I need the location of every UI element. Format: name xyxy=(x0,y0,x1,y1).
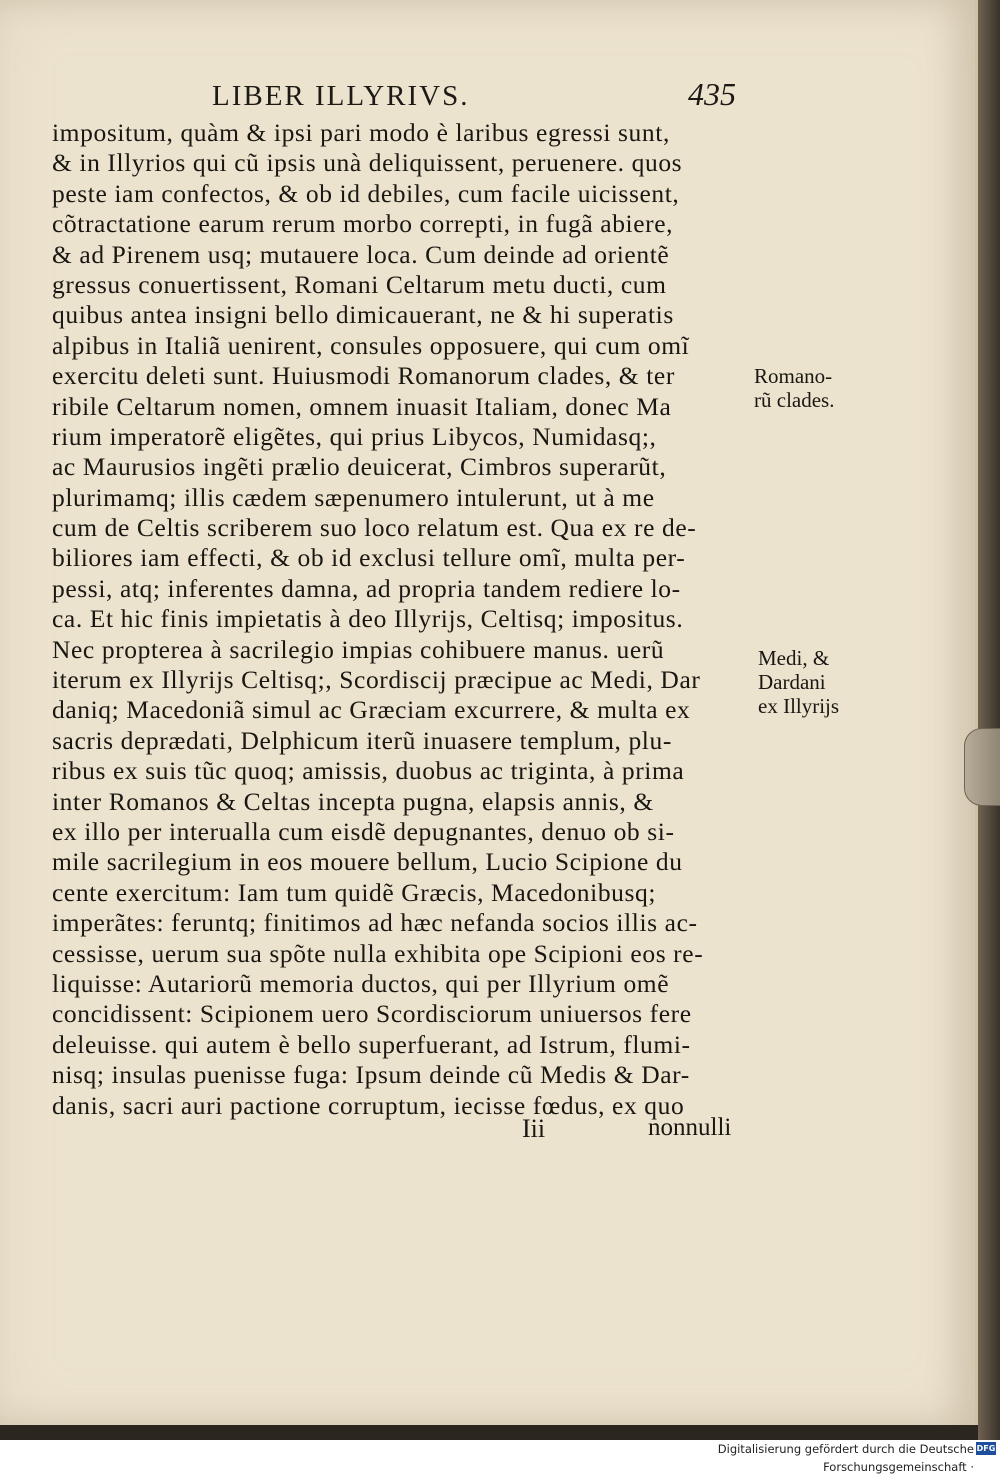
text-line: ribus ex suis tũc quoq; amissis, duobus ac triginta, à prima xyxy=(52,756,685,786)
text-line: alpibus in Italiã uenirent, consules opposuere, qui cum omĩ xyxy=(52,330,690,360)
text-line: Nec propterea à sacrilegio impias cohibuere manus. uerũ xyxy=(52,634,665,664)
text-line: rium imperatorẽ eligẽtes, qui prius Libycos, Numidasq;, xyxy=(52,421,657,451)
text-line: biliores iam effecti, & ob id exclusi tellure omĩ, multa per- xyxy=(52,543,686,573)
text-line: daniq; Macedoniã simul ac Græciam excurrere, & multa ex xyxy=(52,695,691,725)
marginal-note-romanorum xyxy=(754,364,834,412)
text-line: imperãtes: feruntq; finitimos ad hæc nefanda socios illis ac- xyxy=(52,908,698,938)
marginal-note-line: Dardani xyxy=(758,670,826,694)
text-line: liquisse: Autariorũ memoria ductos, qui per Illyrium omẽ xyxy=(52,968,670,998)
text-line: ca. Et hic finis impietatis à deo Illyrijs, Celtisq; impositus. xyxy=(52,604,684,634)
text-line: pessi, atq; inferentes damna, ad propria tandem rediere lo- xyxy=(52,573,681,603)
text-line: gressus conuertissent, Romani Celtarum metu ducti, cum xyxy=(52,269,667,299)
text-line: concidissent: Scipionem uero Scordisciorum uniuersos fere xyxy=(52,999,692,1029)
text-line: ex illo per interualla cum eisdẽ depugnantes, denuo ob si- xyxy=(52,816,675,846)
catchword: nonnulli xyxy=(648,1114,732,1141)
text-line: cõtractatione earum rerum morbo correpti, in fugã abiere, xyxy=(52,209,674,239)
text-line: danis, sacri auri pactione corruptum, iecisse fœdus, ex quo xyxy=(52,1090,685,1120)
text-line: plurimamq; illis cædem sæpenumero intulerunt, ut à me xyxy=(52,482,655,512)
text-line: nisq; insulas puenisse fuga: Ipsum deinde cũ Medis & Dar- xyxy=(52,1060,690,1090)
digitization-credit: Digitalisierung gefördert durch die Deutsche Forschungsgemeinschaft · xyxy=(717,1442,974,1474)
page-number: 435 xyxy=(688,76,736,112)
marginal-note-line: Medi, & xyxy=(758,646,830,670)
text-line: ac Maurusios ingẽti prælio deuicerat, Cimbros superarũt, xyxy=(52,452,667,482)
text-line: cente exercitum: Iam tum quidẽ Græcis, Macedonibusq; xyxy=(52,877,657,907)
signature-mark: Iii xyxy=(522,1114,546,1143)
text-line: deleuisse. qui autem è bello superfuerant, ad Istrum, flumi- xyxy=(52,1029,691,1059)
text-line: & ad Pirenem usq; mutauere loca. Cum deinde ad orientẽ xyxy=(52,239,670,269)
body-text xyxy=(52,118,762,1121)
marginal-note-line: Romano- xyxy=(754,364,833,388)
text-line: ribile Celtarum nomen, omnem inuasit Italiam, donec Ma xyxy=(52,391,672,421)
text-line: exercitu deleti sunt. Huiusmodi Romanorum clades, & ter xyxy=(52,361,675,391)
text-line: & in Illyrios qui cũ ipsis unà deliquissent, peruenere. quos xyxy=(52,148,683,178)
marginal-note-line: rũ clades. xyxy=(754,388,835,412)
dfg-logo: DFG xyxy=(976,1444,996,1453)
text-line: mile sacrilegium in eos mouere bellum, Lucio Scipione du xyxy=(52,847,683,877)
running-title: LIBER ILLYRIVS. xyxy=(212,80,470,112)
text-line: cum de Celtis scriberem suo loco relatum est. Qua ex re de- xyxy=(52,513,697,543)
text-line: sacris deprædati, Delphicum iterũ inuasere templum, plu- xyxy=(52,725,672,755)
text-line: cessisse, uerum sua spõte nulla exhibita ope Scipioni eos re- xyxy=(52,938,704,968)
text-line: iterum ex Illyrijs Celtisq;, Scordiscij præcipue ac Medi, Dar xyxy=(52,665,701,695)
marginal-note-line: ex Illyrijs xyxy=(758,694,840,718)
page-edge xyxy=(978,0,1000,1440)
marginal-note-medi xyxy=(758,646,839,718)
text-line: peste iam confectos, & ob id debiles, cum facile uicissent, xyxy=(52,178,680,208)
text-line: inter Romanos & Celtas incepta pugna, elapsis annis, & xyxy=(52,786,654,816)
book-clasp xyxy=(964,728,1000,806)
text-line: quibus antea insigni bello dimicauerant, ne & hi superatis xyxy=(52,300,674,330)
text-line: impositum, quàm & ipsi pari modo è laribus egressi sunt, xyxy=(52,118,670,147)
